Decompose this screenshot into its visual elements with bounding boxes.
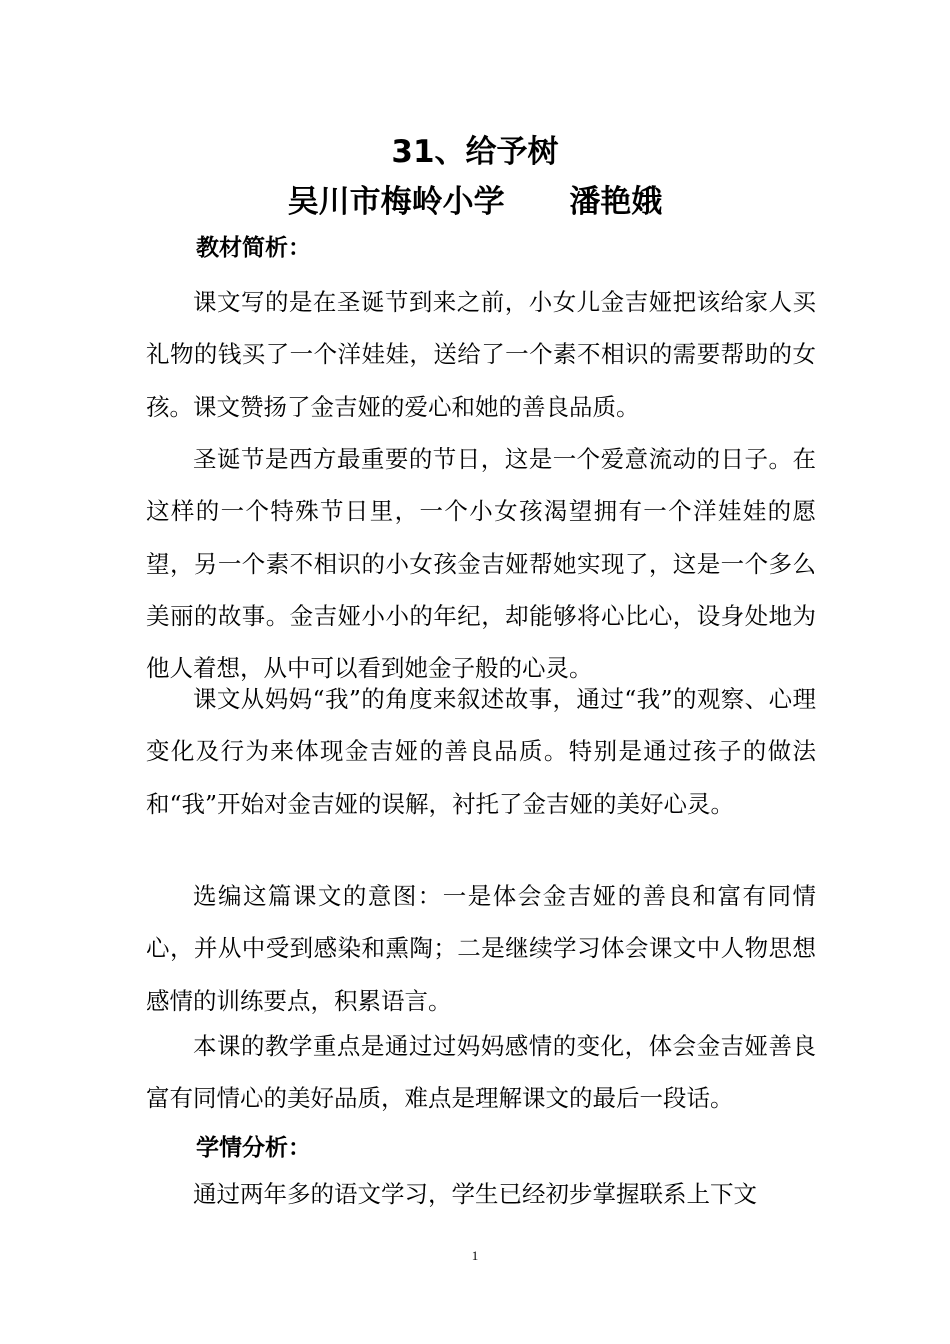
section-heading-textbook-analysis: 教材简析： — [196, 235, 311, 261]
paragraph-4: 选编这篇课文的意图：一是体会金吉娅的善良和富有同情心，并从中受到感染和熏陶；二是继续学习体会课文中人物思想感情的训练要点，积累语言。 — [146, 882, 816, 1015]
paragraph-3: 课文从妈妈“我”的角度来叙述故事，通过“我”的观察、心理变化及行为来体现金吉娅的善良品质。特别是通过孩子的做法和“我”开始对金吉娅的误解，衬托了金吉娅的美好心灵。 — [146, 685, 816, 818]
paragraph-6: 通过两年多的语文学习，学生已经初步掌握联系上下文 — [193, 1180, 757, 1208]
paragraph-5: 本课的教学重点是通过过妈妈感情的变化，体会金吉娅善良富有同情心的美好品质，难点是理解课文的最后一段话。 — [146, 1032, 816, 1113]
page-number: 1 — [471, 1248, 479, 1263]
document-subtitle: 吴川市梅岭小学 潘艳娥 — [287, 184, 663, 220]
document-title: 31、给予树 — [391, 134, 559, 170]
section-heading-learner-analysis: 学情分析： — [196, 1135, 311, 1161]
paragraph-2: 圣诞节是西方最重要的节日，这是一个爱意流动的日子。在这样的一个特殊节日里，一个小女孩渴望拥有一个洋娃娃的愿望，另一个素不相识的小女孩金吉娅帮她实现了，这是一个多么美丽的故事。金吉娅小小的年纪，却能够将心比心，设身处地为他人着想，从中可以看到她金子般的心灵。 — [146, 445, 816, 683]
paragraph-1: 课文写的是在圣诞节到来之前，小女儿金吉娅把该给家人买礼物的钱买了一个洋娃娃，送给了一个素不相识的需要帮助的女孩。课文赞扬了金吉娅的爱心和她的善良品质。 — [146, 288, 816, 421]
